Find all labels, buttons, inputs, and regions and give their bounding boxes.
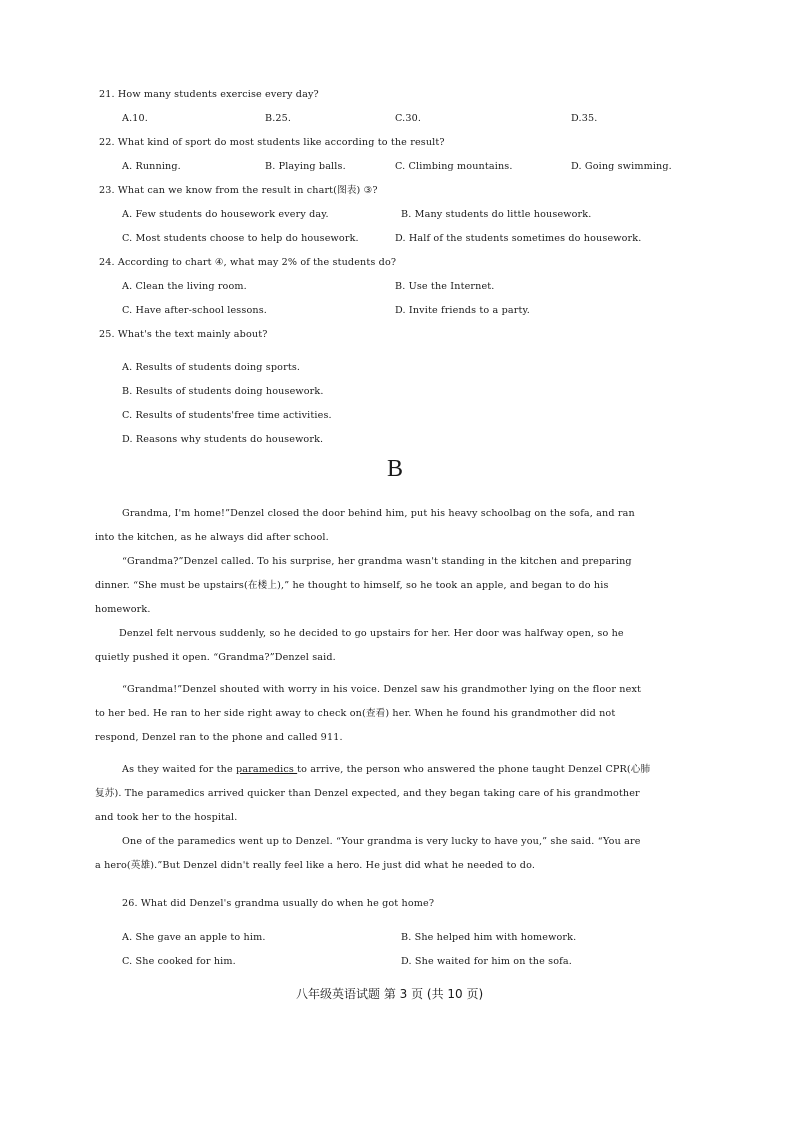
question-25-stem: 25. What's the text mainly about? (99, 329, 268, 340)
q24-option-d: D. Invite friends to a party. (395, 305, 530, 316)
question-21-stem: 21. How many students exercise every day? (99, 89, 319, 100)
passage-p5-line3: and took her to the hospital. (95, 812, 238, 823)
passage-p1-line1: Grandma, I'm home!”Denzel closed the door behind him, put his heavy schoolbag on the sofa, and ran (122, 508, 635, 519)
q22-option-a: A. Running. (122, 161, 181, 172)
q21-option-c: C.30. (395, 113, 422, 124)
passage-p6-line1: One of the paramedics went up to Denzel. “Your grandma is very lucky to have you,” she said. “You are (122, 836, 641, 847)
question-23-stem: 23. What can we know from the result in chart(图表) ③? (99, 185, 378, 196)
passage-p2-line3: homework. (95, 604, 151, 615)
q23-option-b: B. Many students do little housework. (401, 209, 592, 220)
q25-option-c: C. Results of students'free time activities. (122, 410, 332, 421)
passage-p4-line1: “Grandma!”Denzel shouted with worry in his voice. Denzel saw his grandmother lying on the floor next (122, 684, 642, 695)
passage-p3-line2: quietly pushed it open. “Grandma?”Denzel said. (95, 652, 336, 663)
q21-option-d: D.35. (571, 113, 598, 124)
q26-option-b: B. She helped him with homework. (401, 932, 577, 943)
q22-option-c: C. Climbing mountains. (395, 161, 513, 172)
q23-option-c: C. Most students choose to help do housework. (122, 233, 359, 244)
passage-p2-line2: dinner. “She must be upstairs(在楼上),” he thought to himself, so he took an apple, and began to do his (95, 580, 609, 591)
question-22-stem: 22. What kind of sport do most students like according to the result? (99, 137, 445, 148)
q23-option-a: A. Few students do housework every day. (122, 209, 329, 220)
passage-p5-post: to arrive, the person who answered the phone taught Denzel CPR(心肺 (297, 764, 651, 775)
question-24-stem: 24. According to chart ④, what may 2% of the students do? (99, 257, 397, 268)
q24-option-a: A. Clean the living room. (122, 281, 247, 292)
q25-option-d: D. Reasons why students do housework. (122, 434, 324, 445)
q21-option-a: A.10. (122, 113, 148, 124)
q21-option-b: B.25. (265, 113, 292, 124)
section-title: B (387, 456, 404, 482)
q26-option-a: A. She gave an apple to him. (122, 932, 266, 943)
q25-option-a: A. Results of students doing sports. (122, 362, 301, 373)
q22-option-d: D. Going swimming. (571, 161, 672, 172)
question-26-stem: 26. What did Denzel's grandma usually do when he got home? (122, 898, 435, 909)
passage-p6-line2: a hero(英雄).”But Denzel didn't really feel like a hero. He just did what he needed to do. (95, 860, 536, 871)
page-footer: 八年级英语试题 第 3 页 (共 10 页) (296, 987, 484, 1001)
glossary-term-paramedics: paramedics (235, 764, 298, 775)
q26-option-c: C. She cooked for him. (122, 956, 236, 967)
passage-p1-line2: into the kitchen, as he always did after school. (95, 532, 329, 543)
q23-option-d: D. Half of the students sometimes do housework. (395, 233, 642, 244)
q22-option-b: B. Playing balls. (265, 161, 346, 172)
passage-p4-line3: respond, Denzel ran to the phone and called 911. (95, 732, 343, 743)
passage-p2-line1: “Grandma?”Denzel called. To his surprise, her grandma wasn't standing in the kitchen and preparing (122, 556, 632, 567)
q24-option-c: C. Have after-school lessons. (122, 305, 267, 316)
passage-p4-line2: to her bed. He ran to her side right away to check on(查看) her. When he found his grandmother did not (95, 708, 616, 719)
q25-option-b: B. Results of students doing housework. (122, 386, 324, 397)
q26-option-d: D. She waited for him on the sofa. (401, 956, 572, 967)
passage-p5-line2: 复苏). The paramedics arrived quicker than Denzel expected, and they began taking care of his grandmother (95, 788, 640, 799)
passage-p3-line1: Denzel felt nervous suddenly, so he decided to go upstairs for her. Her door was halfway open, so he (119, 628, 624, 639)
passage-p5-pre: As they waited for the (122, 764, 236, 775)
q24-option-b: B. Use the Internet. (395, 281, 495, 292)
passage-p5-line1 (122, 764, 650, 776)
